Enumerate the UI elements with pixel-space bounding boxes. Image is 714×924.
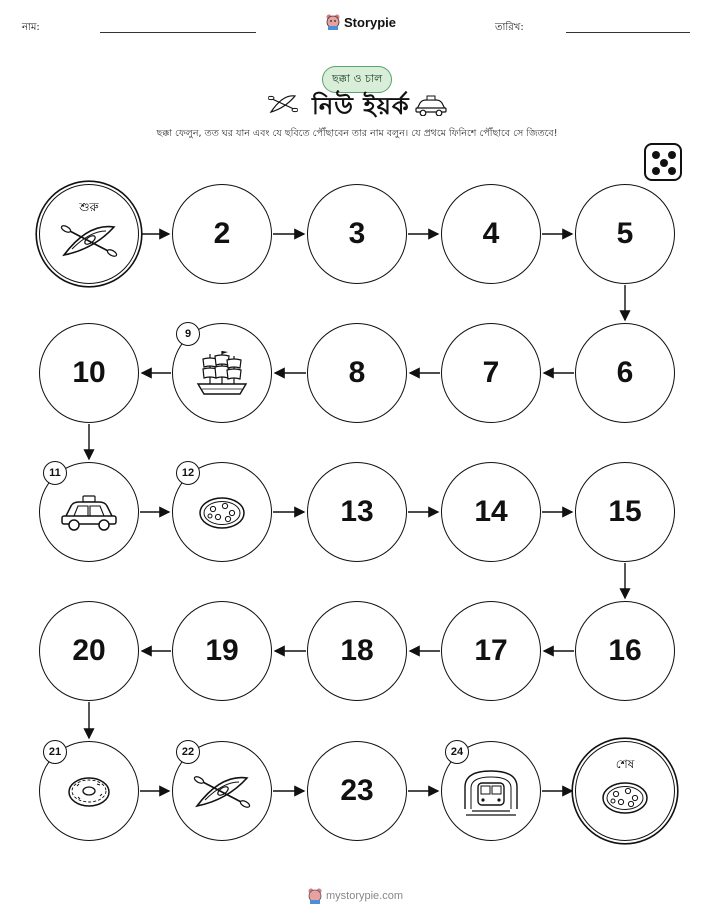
board-space-15[interactable]	[575, 462, 675, 562]
board-space-2[interactable]	[172, 184, 272, 284]
space-number-badge: 9	[176, 322, 200, 346]
brand-logo	[326, 14, 396, 30]
space-number-badge: 24	[445, 740, 469, 764]
space-number: 6	[616, 356, 634, 389]
bear-icon	[326, 14, 340, 30]
space-number: 2	[213, 217, 231, 250]
instructions: ছক্কা ফেলুন, তত ঘর যান এবং যে ছবিতে পৌঁছাবেন তার নাম বলুন। যে প্রথমে ফিনিশে পৌঁছাবে সে জিতবে!	[156, 128, 558, 139]
game-tag: ছক্কা ও চাল	[322, 66, 392, 93]
bear-icon	[308, 888, 322, 904]
space-number: 13	[340, 495, 374, 528]
board-space-23[interactable]	[307, 741, 407, 841]
sailing-ship-icon	[194, 348, 250, 404]
space-number: 5	[616, 217, 634, 250]
space-number: 20	[72, 634, 106, 667]
space-number-badge: 21	[43, 740, 67, 764]
board-space-5[interactable]	[575, 184, 675, 284]
space-number: 19	[205, 634, 239, 667]
board-space-14[interactable]	[441, 462, 541, 562]
space-number: 23	[340, 774, 374, 807]
finish-label: শেষ	[615, 757, 635, 771]
footer	[308, 888, 403, 904]
board-space-20[interactable]	[39, 601, 139, 701]
space-number-badge: 12	[176, 461, 200, 485]
start-space[interactable]	[39, 184, 139, 284]
kayak-icon	[58, 221, 120, 265]
subway-train-icon	[462, 767, 520, 821]
board-space-17[interactable]	[441, 601, 541, 701]
footer-site: mystorypie.com	[326, 890, 404, 902]
brand-name: Storypie	[344, 14, 397, 30]
space-number: 8	[348, 356, 366, 389]
board-space-16[interactable]	[575, 601, 675, 701]
date-line[interactable]	[566, 32, 690, 33]
page-title: নিউ ইয়র্ক	[312, 92, 410, 120]
board-space-6[interactable]	[575, 323, 675, 423]
board-space-7[interactable]	[441, 323, 541, 423]
dice-five-icon	[644, 143, 682, 181]
space-number: 15	[608, 495, 642, 528]
space-number: 3	[348, 217, 366, 250]
pizza-icon	[601, 780, 649, 820]
space-number: 18	[340, 634, 374, 667]
kayak-icon	[268, 92, 298, 116]
space-number-badge: 11	[43, 461, 67, 485]
finish-space[interactable]	[575, 741, 675, 841]
kayak-icon	[191, 772, 253, 816]
space-number: 17	[474, 634, 508, 667]
board-space-18[interactable]	[307, 601, 407, 701]
board-space-8[interactable]	[307, 323, 407, 423]
board-space-4[interactable]	[441, 184, 541, 284]
board-space-13[interactable]	[307, 462, 407, 562]
name-line[interactable]	[100, 32, 256, 33]
taxi-icon	[414, 94, 448, 116]
date-label: তারিখ:	[495, 22, 524, 33]
space-number: 4	[482, 217, 500, 250]
board-space-10[interactable]	[39, 323, 139, 423]
name-label: নাম:	[22, 22, 40, 33]
donut-icon	[67, 775, 111, 813]
start-label: শুরু	[79, 200, 99, 214]
pizza-icon	[198, 495, 246, 535]
board-space-19[interactable]	[172, 601, 272, 701]
board-space-3[interactable]	[307, 184, 407, 284]
space-number: 10	[72, 356, 106, 389]
space-number: 14	[474, 495, 508, 528]
space-number: 16	[608, 634, 642, 667]
taxi-icon	[59, 494, 119, 536]
space-number: 7	[482, 356, 500, 389]
space-number-badge: 22	[176, 740, 200, 764]
